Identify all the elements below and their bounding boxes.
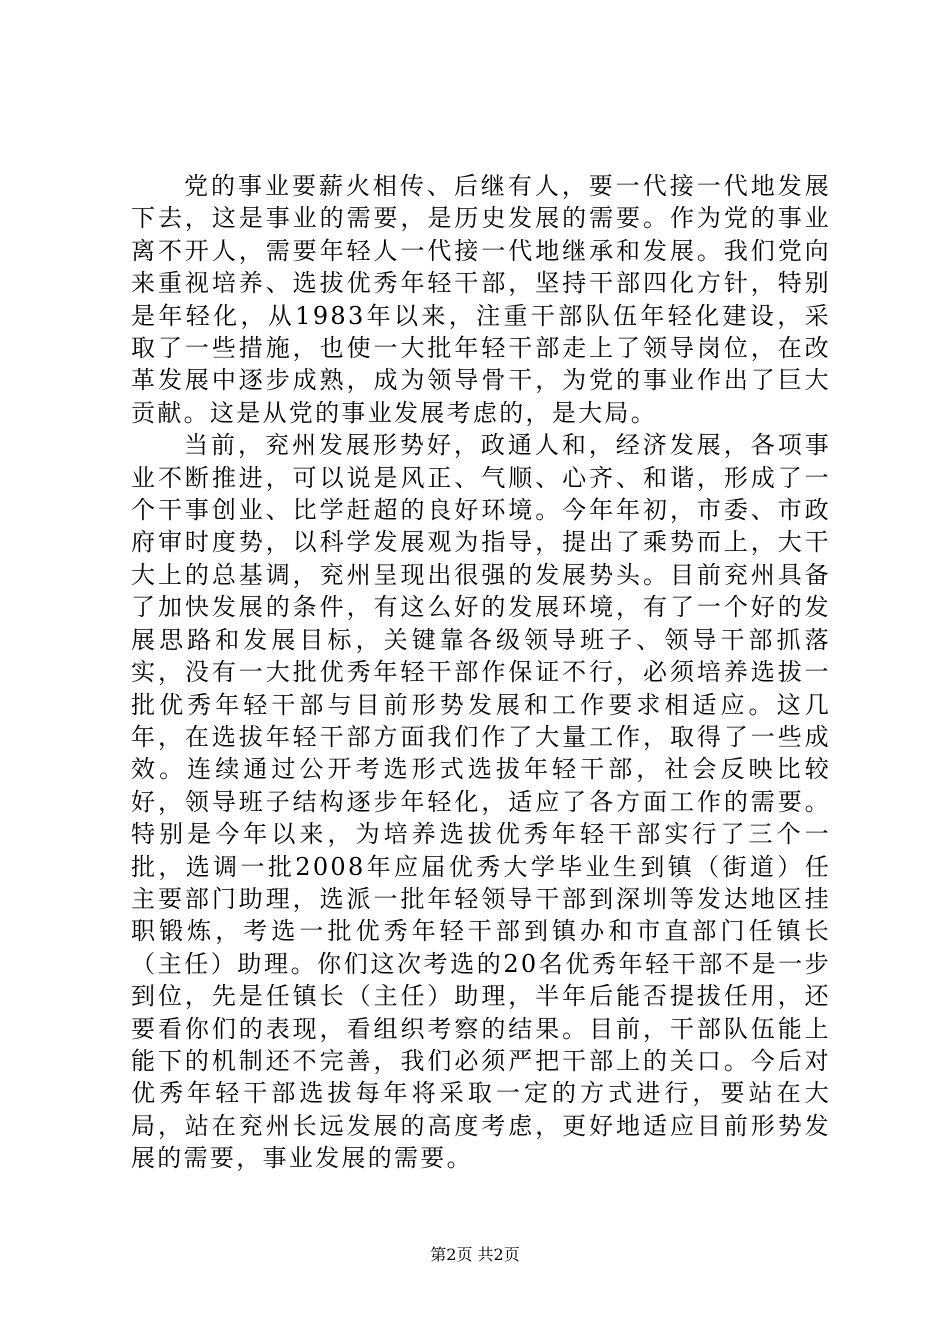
paragraph-2: 当前，兖州发展形势好，政通人和，经济发展，各项事业不断推进，可以说是风正、气顺、心齐、和谐，形成了一个干事创业、比学赶超的良好环境。今年年初，市委、市政府审时度势，以科学发展观为指导，提出了乘势而上，大干大上的总基调，兖州呈现出很强的发展势头。目前兖州具备了加快发展的条件，有这么好的发展环境，有了一个好的发展思路和发展目标，关键靠各级领导班子、领导干部抓落实，没有一大批优秀年轻干部作保证不行，必须培养选拔一批优秀年轻干部与目前形势发展和工作要求相适应。这几年，在选拔年轻干部方面我们作了大量工作，取得了一些成效。连续通过公开考选形式选拔年轻干部，社会反映比较好，领导班子结构逐步年轻化，适应了各方面工作的需要。特别是今年以来，为培养选拔优秀年轻干部实行了三个一批，选调一批2008年应届优秀大学毕业生到镇（街道）任主要部门助理，选派一批年轻领导干部到深圳等发达地区挂职锻炼，考选一批优秀年轻干部到镇办和市直部门任镇长（主任）助理。你们这次考选的20名优秀年轻干部不是一步到位，先是任镇长（主任）助理，半年后能否提拔任用，还要看你们的表现，看组织考察的结果。目前，干部队伍能上能下的机制还不完善，我们必须严把干部上的关口。今后对优秀年轻干部选拔每年将采取一定的方式进行，要站在大局，站在兖州长远发展的高度考虑，更好地适应目前形势发展的需要，事业发展的需要。 (131, 431, 831, 1173)
page-number-footer: 第2页 共2页 (430, 1245, 520, 1264)
document-body (131, 170, 831, 1175)
paragraph-1: 党的事业要薪火相传、后继有人，要一代接一代地发展下去，这是事业的需要，是历史发展的需要。作为党的事业离不开人，需要年轻人一代接一代地继承和发展。我们党向来重视培养、选拔优秀年轻干部，坚持干部四化方针，特别是年轻化，从1983年以来，注重干部队伍年轻化建设，采取了一些措施，也使一大批年轻干部走上了领导岗位，在改革发展中逐步成熟，成为领导骨干，为党的事业作出了巨大贡献。这是从党的事业发展考虑的，是大局。 (131, 172, 831, 427)
